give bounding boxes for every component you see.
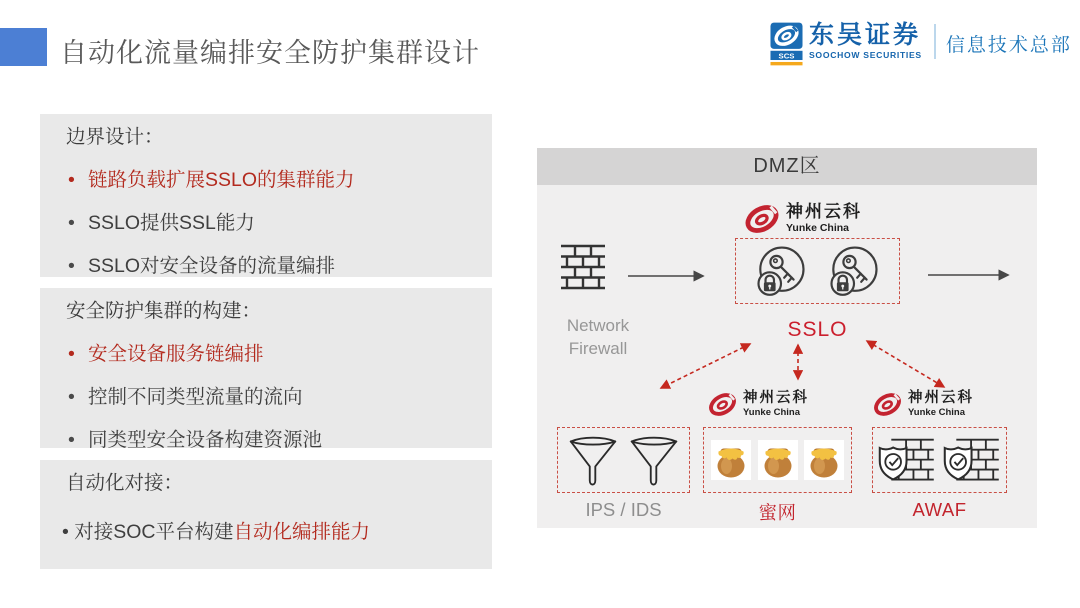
bullet-item: • 控制不同类型流量的流向 [66,386,492,409]
yunke-china-logo [707,389,809,420]
yunke-swirl-icon [743,200,781,238]
section-heading: 边界设计： [66,126,164,148]
page-title: 自动化流量编排安全防护集群设计 [60,38,480,68]
ssl-key-lock-icon [754,244,808,298]
awaf-box [872,427,1007,493]
bullet-item: • 同类型安全设备构建资源池 [66,429,492,452]
shield-check-wall-icon [942,436,1002,484]
brand-divider [934,24,936,59]
funnel-icon [629,433,679,487]
sslo-label: SSLO [787,318,848,341]
section-border-design [40,114,492,277]
ips-ids-box [557,427,690,493]
section-cluster-build [40,288,492,451]
yunke-swirl-icon [707,389,738,420]
brand-names [809,22,922,60]
brand-department: 信息技术总部 [945,35,1072,56]
network-firewall-icon [558,241,608,291]
bullet-text: 对接SOC平台构建 [74,521,234,543]
ips-ids-label: IPS / IDS [585,499,662,520]
soochow-securities-icon [770,22,803,66]
dmz-zone-header: DMZ区 [537,148,1037,185]
bullet-item: • 安全设备服务链编排 [66,343,492,366]
honeypot-icon [711,440,751,480]
vendor-name-cn: 神州云科 [908,389,974,406]
yunke-china-logo [872,389,974,420]
section-automation [40,460,492,569]
bullet-text-highlight: 自动化编排能力 [233,521,371,543]
network-firewall-label: Network Firewall [566,316,630,358]
funnel-icon [568,433,618,487]
section-heading: 安全防护集群的构建： [66,300,262,322]
bullet-list [40,343,492,452]
vendor-name-cn: 神州云科 [743,389,809,406]
orchestration-arrow-sslo-awaf [867,341,944,387]
honeynet-label: 蜜网 [758,502,797,523]
yunke-swirl-icon [872,389,903,420]
dmz-diagram-panel [537,148,1037,528]
brand-name-en: SOOCHOW SECURITIES [809,50,922,60]
section-heading: 自动化对接： [66,472,184,494]
ssl-key-lock-icon [827,244,881,298]
bullet-item: • SSLO提供SSL能力 [66,212,492,235]
honeypot-icon [758,440,798,480]
honeynet-box [703,427,852,493]
title-accent-bar [0,28,47,66]
bullet-item [62,521,492,544]
orchestration-arrow-sslo-ips [661,344,750,388]
bullet-item: • SSLO对安全设备的流量编排 [66,255,492,278]
brand-logo [770,22,1072,66]
vendor-name-en: Yunke China [908,406,966,418]
yunke-china-logo [743,200,862,238]
honeypot-icon [804,440,844,480]
bullet-item: • 链路负载扩展SSLO的集群能力 [66,169,492,192]
brand-name-cn: 东吴证券 [809,21,922,49]
awaf-label: AWAF [912,499,967,520]
sslo-cluster-box [735,238,900,304]
shield-check-wall-icon [877,436,937,484]
vendor-name-en: Yunke China [786,222,850,235]
vendor-name-cn: 神州云科 [786,202,862,222]
bullet-list [40,169,492,278]
brand-monogram: SCS [778,51,795,61]
vendor-name-en: Yunke China [743,406,801,418]
